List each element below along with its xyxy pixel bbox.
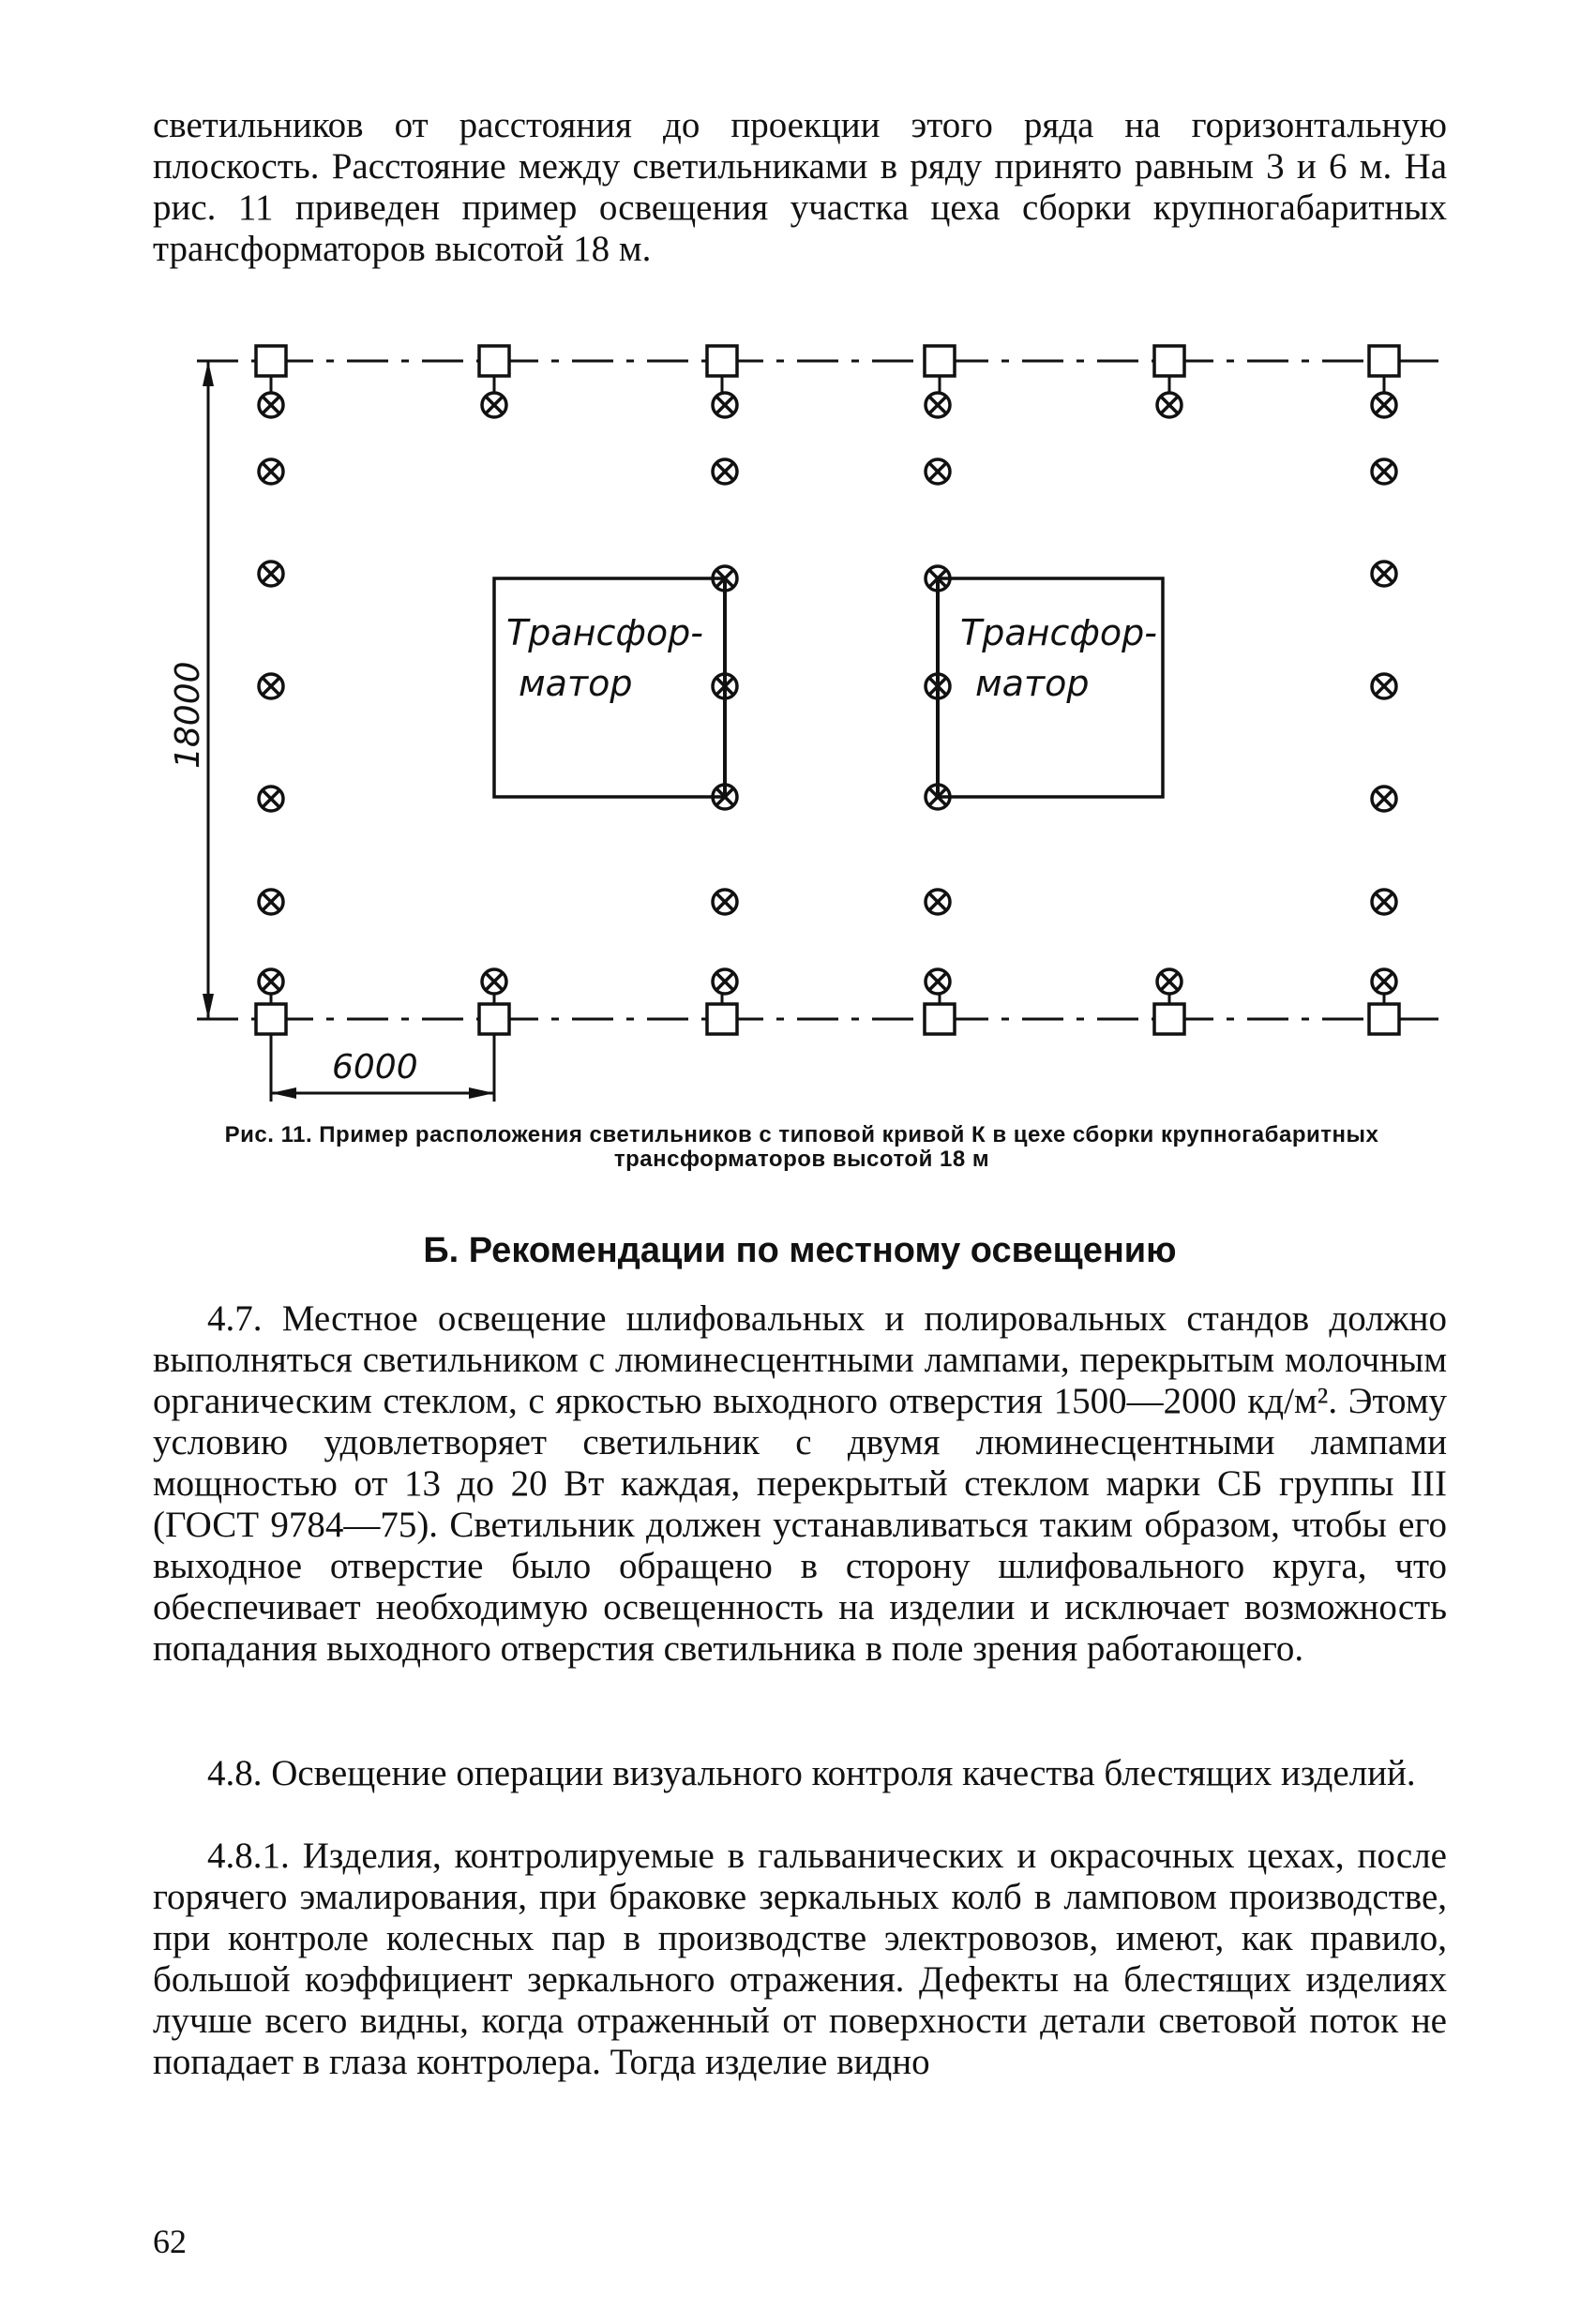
transformer-right-label-line1: Трансфор- <box>960 612 1157 653</box>
transformer-left <box>494 578 725 797</box>
transformer-left-label-line2: матор <box>519 663 633 704</box>
width-dimension-label: 6000 <box>332 1048 418 1087</box>
lighting-layout-figure <box>0 0 1596 1125</box>
section-heading: Б. Рекомендации по местному освещению <box>423 1231 1177 1270</box>
height-dimension <box>169 361 214 1019</box>
figure-caption: Рис. 11. Пример расположения светильников с типовой кривой К в цехе сборки крупногабаритных трансформаторов высотой 18 м <box>224 1122 1379 1172</box>
paragraph-4-8-1: 4.8.1. Изделия, контролируемые в гальванических и окрасочных цехах, после горячего эмалирования, при браковке зеркальных колб в ламповом производстве, при контроле колесных пар в производстве электровозов, имеют, как правило, большой коэффициент зеркального отражения. Дефекты на блестящих изделиях лучше всего видны, когда отраженный от поверхности детали световой поток не попадает в глаза контролера. Тогда изделие видно <box>153 1836 1447 2082</box>
luminaires <box>259 393 1396 994</box>
intro-paragraph: светильников от расстояния до проекции этого ряда на горизонтальную плоскость. Расстояние между светильниками в ряду принято равным 3 и 6 м. На рис. 11 приведен пример освещения участка цеха сборки крупногабаритных трансформаторов высотой 18 м. <box>153 105 1447 269</box>
transformer-right-label-line2: матор <box>975 663 1090 704</box>
page-number: 62 <box>153 2223 187 2260</box>
height-dimension-label: 18000 <box>169 661 207 769</box>
paragraph-4-8: 4.8. Освещение операции визуального контроля качества блестящих изделий. <box>207 1753 1416 1793</box>
transformer-right <box>938 578 1163 797</box>
building-columns <box>256 346 1399 1034</box>
paragraph-4-7: 4.7. Местное освещение шлифовальных и полировальных стандов должно выполняться светильником с люминесцентными лампами, перекрытым молочным органическим стеклом, с яркостью выходного отверстия 1500—2000 кд/м². Этому условию удовлетворяет светильник с двумя люминесцентными лампами мощностью от 13 до 20 Вт каждая, перекрытый стеклом марки СБ группы III (ГОСТ 9784—75). Светильник должен устанавливаться таким образом, чтобы его выходное отверстие было обращено в сторону шлифовального круга, что обеспечивает необходимую освещенность на изделии и исключает возможность попадания выходного отверстия светильника в поле зрения работающего. <box>153 1298 1447 1669</box>
width-dimension <box>271 1035 494 1102</box>
transformer-left-label-line1: Трансфор- <box>506 612 703 653</box>
